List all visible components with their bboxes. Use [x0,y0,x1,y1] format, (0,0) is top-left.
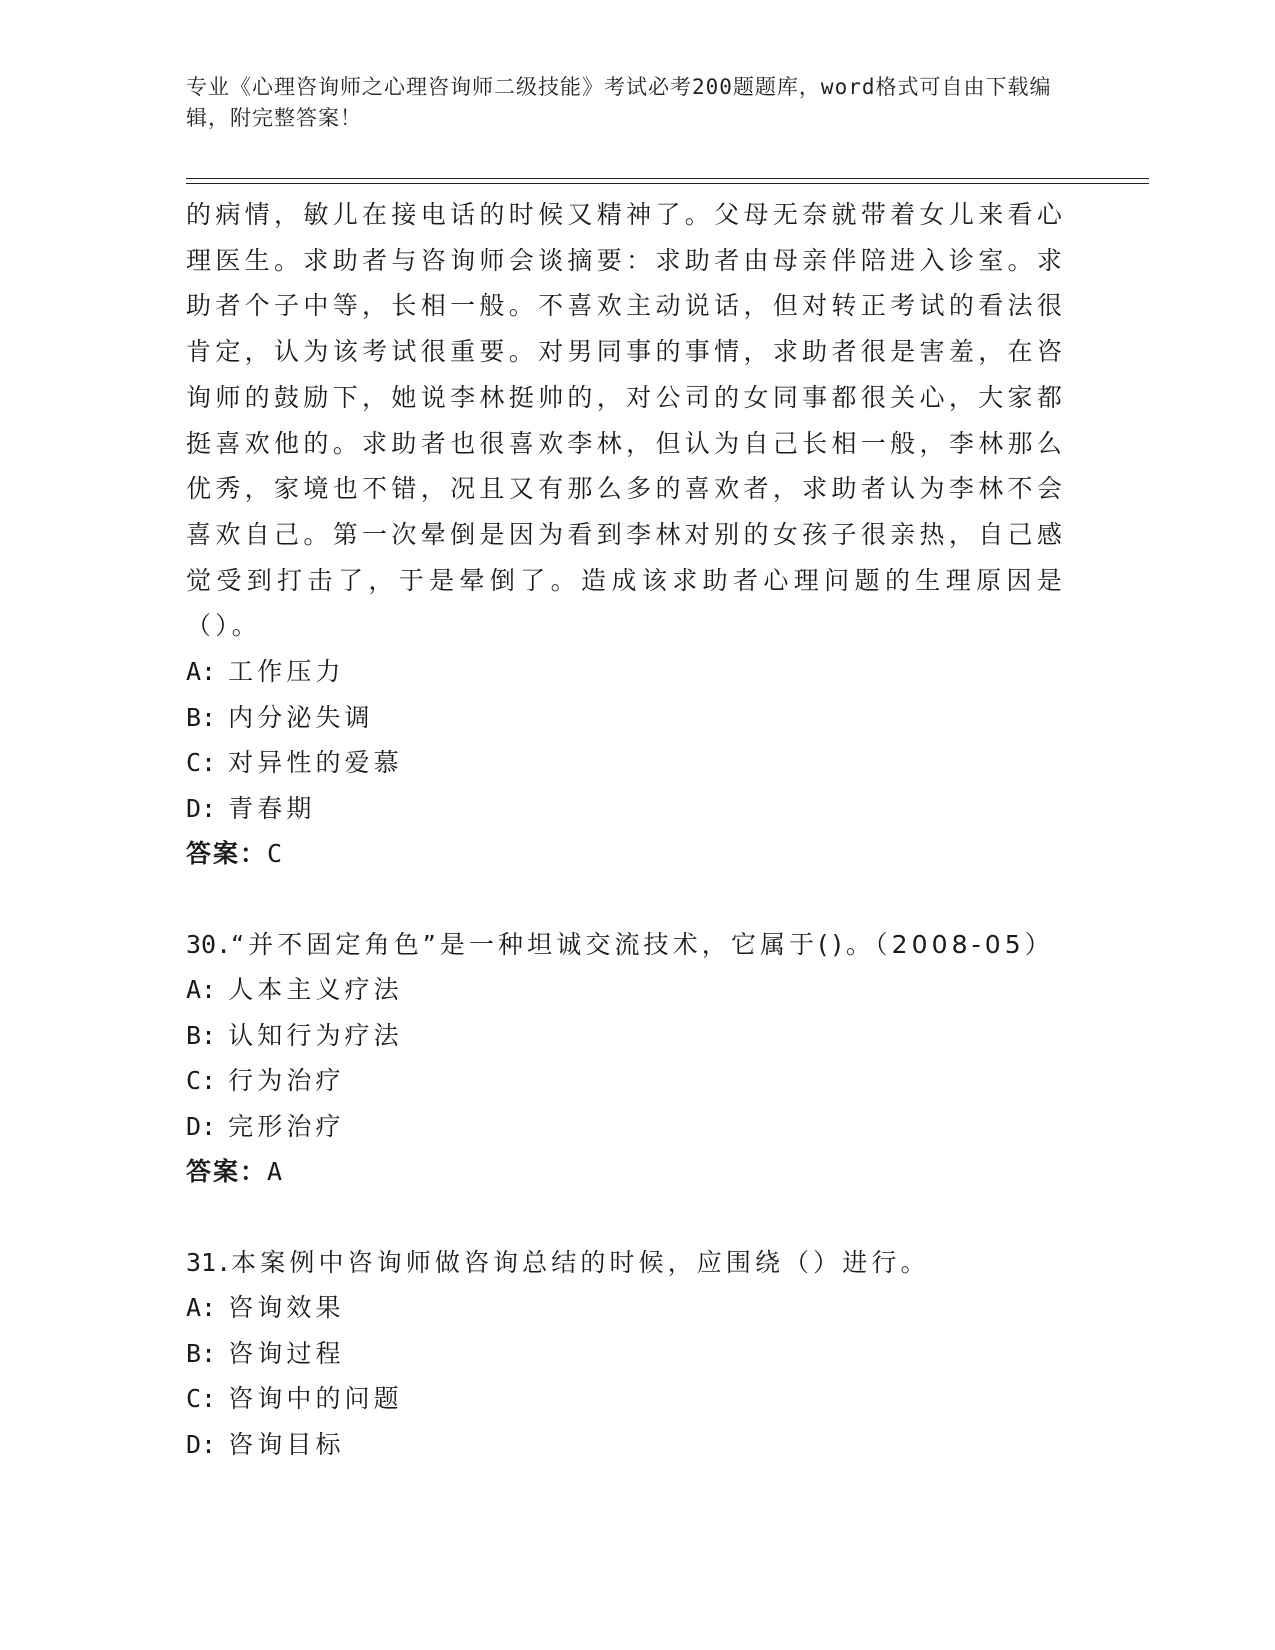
option-b [186,1013,1066,1059]
header-rule-bottom [186,183,1149,184]
question-31 [186,1240,1066,1468]
answer-value: C [267,839,285,869]
option-letter: C: [186,1384,217,1414]
answer-label: 答案： [186,839,268,869]
question-text: “并不固定角色”是一种坦诚交流技术，它属于()。（2008-05） [231,929,1054,959]
option-c [186,1058,1066,1104]
option-text: 行为治疗 [228,1066,345,1096]
question-30 [186,922,1066,1195]
option-letter: B: [186,1020,217,1050]
option-b [186,695,1066,741]
option-text: 咨询效果 [228,1293,345,1323]
option-letter: C: [186,1066,217,1096]
question-stem [186,1240,1066,1286]
option-letter: A: [186,657,217,687]
question-text: 本案例中咨询师做咨询总结的时候，应围绕（）进行。 [231,1247,930,1277]
option-text: 人本主义疗法 [228,975,403,1005]
option-a [186,967,1066,1013]
option-letter: A: [186,1293,217,1323]
option-d [186,1422,1066,1468]
question-number: 30. [186,929,232,959]
document-body [186,192,1066,1467]
answer-line [186,831,1066,877]
option-letter: D: [186,793,217,823]
option-letter: C: [186,748,217,778]
option-d [186,1104,1066,1150]
option-b [186,1331,1066,1377]
option-letter: D: [186,1111,217,1141]
answer-value: A [267,1157,285,1187]
option-a [186,649,1066,695]
option-a [186,1285,1066,1331]
spacer [186,1195,1066,1240]
question-stem: 的病情，敏儿在接电话的时候又精神了。父母无奈就带着女儿来看心理医生。求助者与咨询师会谈摘要：求助者由母亲伴陪进入诊室。求助者个子中等，长相一般。不喜欢主动说话，但对转正考试的看法很肯定，认为该考试很重要。对男同事的事情，求助者很是害羞，在咨询师的鼓励下，她说李林挺帅的，对公司的女同事都很关心，大家都挺喜欢他的。求助者也很喜欢李林，但认为自己长相一般，李林那么优秀，家境也不错，况且又有那么多的喜欢者，求助者认为李林不会喜欢自己。第一次晕倒是因为看到李林对别的女孩子很亲热，自己感觉受到打击了，于是晕倒了。造成该求助者心理问题的生理原因是（）。 [186,200,1066,641]
answer-label: 答案： [186,1157,268,1187]
option-letter: B: [186,702,217,732]
option-text: 内分泌失调 [228,702,374,732]
option-d [186,786,1066,832]
option-c [186,1376,1066,1422]
question-number: 31. [186,1247,232,1277]
option-text: 咨询中的问题 [228,1384,403,1414]
option-text: 认知行为疗法 [228,1020,403,1050]
option-c [186,740,1066,786]
option-text: 工作压力 [228,657,345,687]
answer-line [186,1149,1066,1195]
option-letter: A: [186,975,217,1005]
option-text: 青春期 [228,793,316,823]
option-text: 咨询目标 [228,1429,345,1459]
option-text: 咨询过程 [228,1338,345,1368]
option-text: 对异性的爱慕 [228,748,403,778]
spacer [186,877,1066,922]
question-stem [186,922,1066,968]
header-rule-top [186,178,1149,179]
option-letter: D: [186,1429,217,1459]
option-letter: B: [186,1338,217,1368]
option-text: 完形治疗 [228,1111,345,1141]
page-header: 专业《心理咨询师之心理咨询师二级技能》考试必考200题题库，word格式可自由下载编辑，附完整答案！ [186,75,1052,130]
question-continued [186,192,1066,877]
